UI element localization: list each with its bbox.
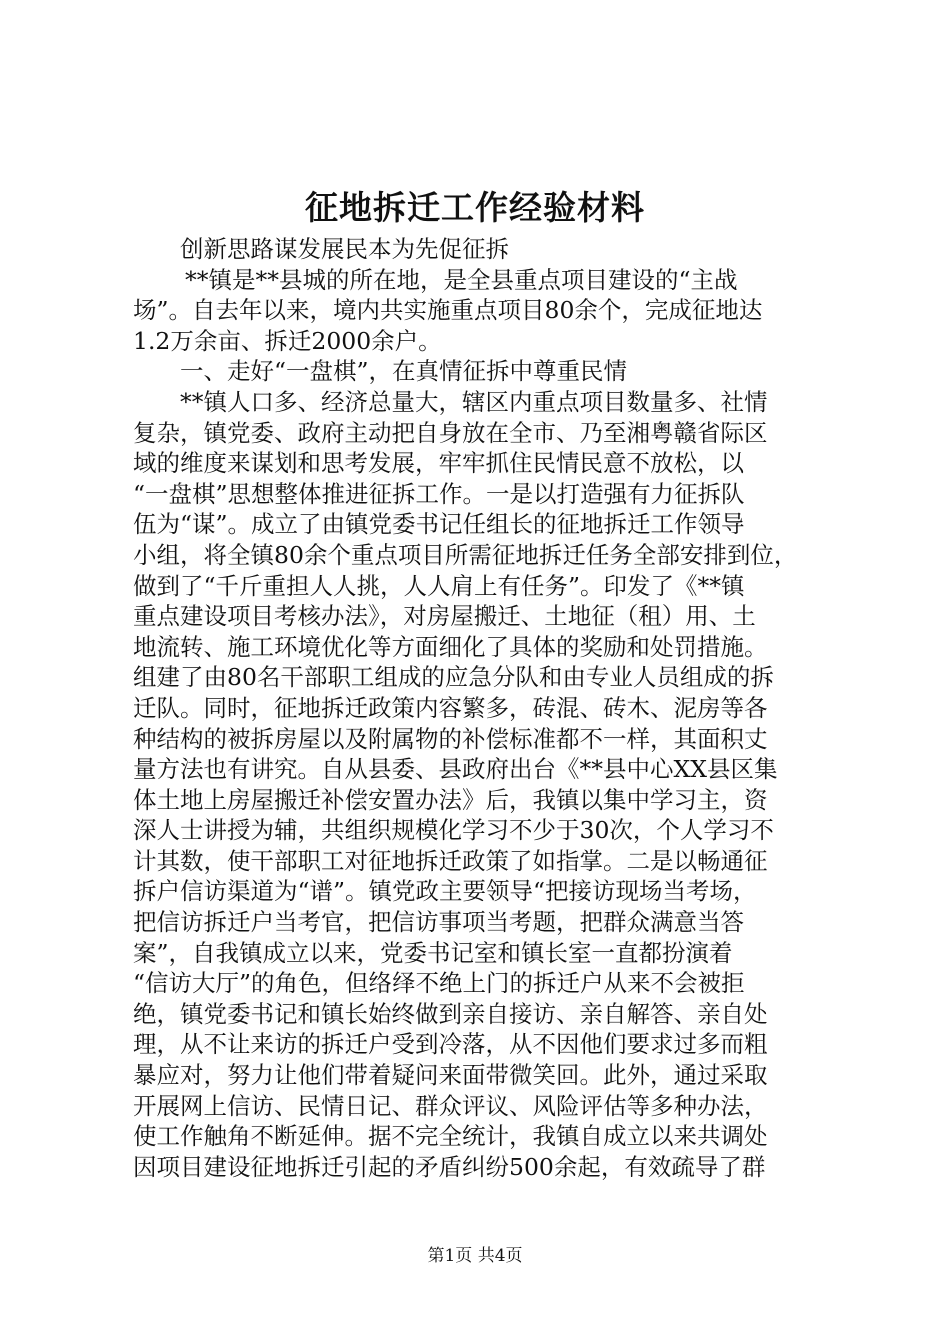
document-title: 征地拆迁工作经验材料 <box>305 188 645 227</box>
page-footer: 第1页 共4页 <box>427 1246 523 1266</box>
body-line: 种结构的被拆房屋以及附属物的补偿标准都不一样，其面积丈 <box>133 724 768 753</box>
body-line: 组建了由80名干部职工组成的应急分队和由专业人员组成的拆 <box>133 663 774 692</box>
body-line: 深人士讲授为辅，共组织规模化学习不少于30次，个人学习不 <box>133 816 774 845</box>
body-line: 使工作触角不断延伸。据不完全统计，我镇自成立以来共调处 <box>133 1122 768 1151</box>
section-heading: 一、走好“一盘棋”，在真情征拆中尊重民情 <box>180 357 628 386</box>
body-line: 计其数，使干部职工对征地拆迁政策了如指掌。二是以畅通征 <box>133 846 768 875</box>
body-line: 1.2万余亩、拆迁2000余户。 <box>133 326 442 355</box>
body-line: 理，从不让来访的拆迁户受到冷落，从不因他们要求过多而粗 <box>133 1030 768 1059</box>
body-line: 重点建设项目考核办法》，对房屋搬迁、土地征（租）用、土 <box>133 602 756 631</box>
body-line: 创新思路谋发展民本为先促征拆 <box>180 235 509 263</box>
body-line: 域的维度来谋划和思考发展，牢牢抓住民情民意不放松，以 <box>133 449 744 478</box>
body-line: 场”。自去年以来，境内共实施重点项目80余个，完成征地达 <box>133 296 763 325</box>
body-line: 迁队。同时，征地拆迁政策内容繁多，砖混、砖木、泥房等各 <box>133 693 768 722</box>
document-body <box>133 234 833 1182</box>
body-line: 案”，自我镇成立以来，党委书记室和镇长室一直都扮演着 <box>133 938 733 967</box>
body-line: 量方法也有讲究。自从县委、县政府出台《**县中心XX县区集 <box>133 755 778 784</box>
body-line: **镇人口多、经济总量大，辖区内重点项目数量多、社情 <box>180 387 768 416</box>
body-line: 绝，镇党委书记和镇长始终做到亲自接访、亲自解答、亲自处 <box>133 999 768 1028</box>
body-line: 暴应对，努力让他们带着疑问来面带微笑回。此外，通过采取 <box>133 1061 768 1090</box>
body-line: 小组，将全镇80余个重点项目所需征地拆迁任务全部安排到位， <box>133 540 798 569</box>
body-line: 复杂，镇党委、政府主动把自身放在全市、乃至湘粤赣省际区 <box>133 418 768 447</box>
body-line: 因项目建设征地拆迁引起的矛盾纠纷500余起，有效疏导了群 <box>133 1152 766 1181</box>
body-line: 地流转、施工环境优化等方面细化了具体的奖励和处罚措施。 <box>133 632 768 661</box>
body-line: “一盘棋”思想整体推进征拆工作。一是以打造强有力征拆队 <box>133 479 745 508</box>
body-line: 把信访拆迁户当考官，把信访事项当考题，把群众满意当答 <box>133 908 744 937</box>
body-line: **镇是**县城的所在地，是全县重点项目建设的“主战 <box>185 265 738 294</box>
body-line: 做到了“千斤重担人人挑，人人肩上有任务”。印发了《**镇 <box>133 571 745 600</box>
body-line: “信访大厅”的角色，但络绎不绝上门的拆迁户从来不会被拒 <box>133 969 745 998</box>
body-line: 开展网上信访、民情日记、群众评议、风险评估等多种办法， <box>133 1091 768 1120</box>
body-line: 体土地上房屋搬迁补偿安置办法》后，我镇以集中学习主，资 <box>133 785 768 814</box>
body-line: 拆户信访渠道为“谱”。镇党政主要领导“把接访现场当考场， <box>133 877 757 906</box>
body-line: 伍为“谋”。成立了由镇党委书记任组长的征地拆迁工作领导 <box>133 510 745 539</box>
